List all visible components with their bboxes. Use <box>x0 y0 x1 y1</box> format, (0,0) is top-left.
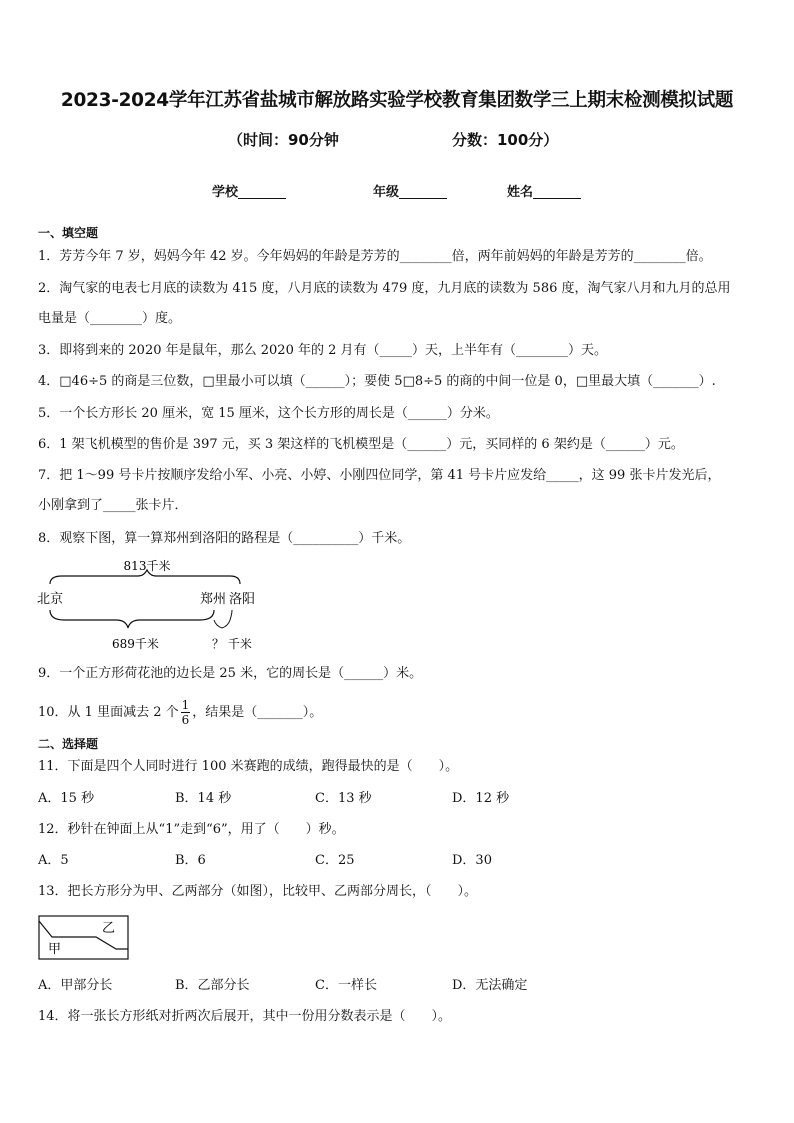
school-field[interactable] <box>212 181 286 200</box>
city-luoyang: 洛阳 <box>229 592 256 607</box>
q12-option-b[interactable]: B．6 <box>175 853 206 868</box>
small-brace-left <box>214 620 222 628</box>
question-2-line-2: 电量是（________）度。 <box>38 311 182 326</box>
total-distance-label: 813千米 <box>123 559 171 573</box>
q12-option-c[interactable]: C．25 <box>315 853 355 868</box>
question-1: 1．芳芳今年 7 岁，妈妈今年 42 岁。今年妈妈的年龄是芳芳的________倍，两年前妈妈的年龄是芳芳的________倍。 <box>38 249 712 264</box>
school-label: 学校 <box>212 185 239 200</box>
rectangle-split-diagram <box>38 915 130 961</box>
q13-option-b[interactable]: B．乙部分长 <box>175 978 250 993</box>
question-13: 13．把长方形分为甲、乙两部分（如图），比较甲、乙两部分周长，（ ）。 <box>38 884 478 899</box>
bottom-brace <box>50 610 214 628</box>
top-brace <box>50 570 240 584</box>
name-label: 姓名 <box>507 185 534 200</box>
exam-score: 分数：100分） <box>452 131 559 149</box>
part-yi-label: 乙 <box>102 921 116 936</box>
question-10 <box>38 698 322 727</box>
city-zhengzhou: 郑州 <box>200 592 227 607</box>
question-3: 3．即将到来的 2020 年是鼠年，那么 2020 年的 2 月有（_____）天，上半年有（________）天。 <box>38 343 608 358</box>
route-diagram <box>34 556 274 654</box>
name-blank[interactable] <box>533 184 581 199</box>
section-choice: 二、选择题 <box>38 737 99 751</box>
question-5: 5．一个长方形长 20 厘米，宽 15 厘米，这个长方形的周长是（______）分米。 <box>38 406 499 421</box>
q13-option-d[interactable]: D．无法确定 <box>452 978 528 993</box>
fraction-one-sixth <box>181 698 191 727</box>
part-jia-label: 甲 <box>48 942 62 957</box>
grade-label: 年级 <box>373 185 400 200</box>
question-7-line-2: 小刚拿到了_____张卡片． <box>38 498 188 513</box>
section-fill-blank: 一、填空题 <box>38 226 99 240</box>
question-12: 12．秒针在钟面上从“1”走到“6”，用了（ ）秒。 <box>38 822 345 837</box>
q12-option-a[interactable]: A．5 <box>38 853 69 868</box>
question-8: 8．观察下图，算一算郑州到洛阳的路程是（__________）千米。 <box>38 531 411 546</box>
q11-option-c[interactable]: C．13 秒 <box>315 791 372 806</box>
distance-689-label: 689千米 <box>112 637 159 651</box>
grade-blank[interactable] <box>399 184 447 199</box>
question-7-line-1: 7．把 1～99 号卡片按顺序发给小军、小亮、小婷、小刚四位同学，第 41 号卡片应发给_____，这 99 张卡片发光后， <box>38 468 721 483</box>
question-2-line-1: 2．淘气家的电表七月底的读数为 415 度，八月底的读数为 479 度，九月底的读数为 586 度，淘气家八月和九月的总用 <box>38 281 731 296</box>
q13-option-c[interactable]: C．一样长 <box>315 978 377 993</box>
name-field[interactable] <box>507 181 581 200</box>
school-blank[interactable] <box>238 184 286 199</box>
fraction-numerator: 1 <box>181 698 190 712</box>
exam-time: （时间：90分钟 <box>228 131 339 149</box>
q13-option-a[interactable]: A．甲部分长 <box>38 978 113 993</box>
question-10-prefix: 10．从 1 里面减去 2 个 <box>38 705 179 720</box>
question-4: 4．□46÷5 的商是三位数，□里最小可以填（______）；要使 5□8÷5 的商的中间一位是 0，□里最大填（_______）. <box>38 374 716 389</box>
small-brace-right <box>222 610 232 628</box>
city-beijing: 北京 <box>37 592 64 607</box>
question-6: 6．1 架飞机模型的售价是 397 元，买 3 架这样的飞机模型是（______）元，买同样的 6 架约是（______）元。 <box>38 437 684 452</box>
q11-option-a[interactable]: A．15 秒 <box>38 791 95 806</box>
question-9: 9．一个正方形荷花池的边长是 25 米，它的周长是（______）米。 <box>38 666 423 681</box>
question-14: 14．将一张长方形纸对折两次后展开，其中一份用分数表示是（ ）。 <box>38 1009 452 1024</box>
q12-option-d[interactable]: D．30 <box>452 853 492 868</box>
page-title: 2023-2024学年江苏省盐城市解放路实验学校教育集团数学三上期末检测模拟试题 <box>60 90 734 111</box>
unknown-distance-label: ？ 千米 <box>212 637 252 651</box>
grade-field[interactable] <box>373 181 447 200</box>
question-11: 11．下面是四个人同时进行 100 米赛跑的成绩，跑得最快的是（ ）。 <box>38 759 459 774</box>
question-10-suffix: ，结果是（_______）。 <box>192 705 323 720</box>
q11-option-d[interactable]: D．12 秒 <box>452 791 510 806</box>
fraction-denominator: 6 <box>181 713 190 727</box>
q11-option-b[interactable]: B．14 秒 <box>175 791 232 806</box>
